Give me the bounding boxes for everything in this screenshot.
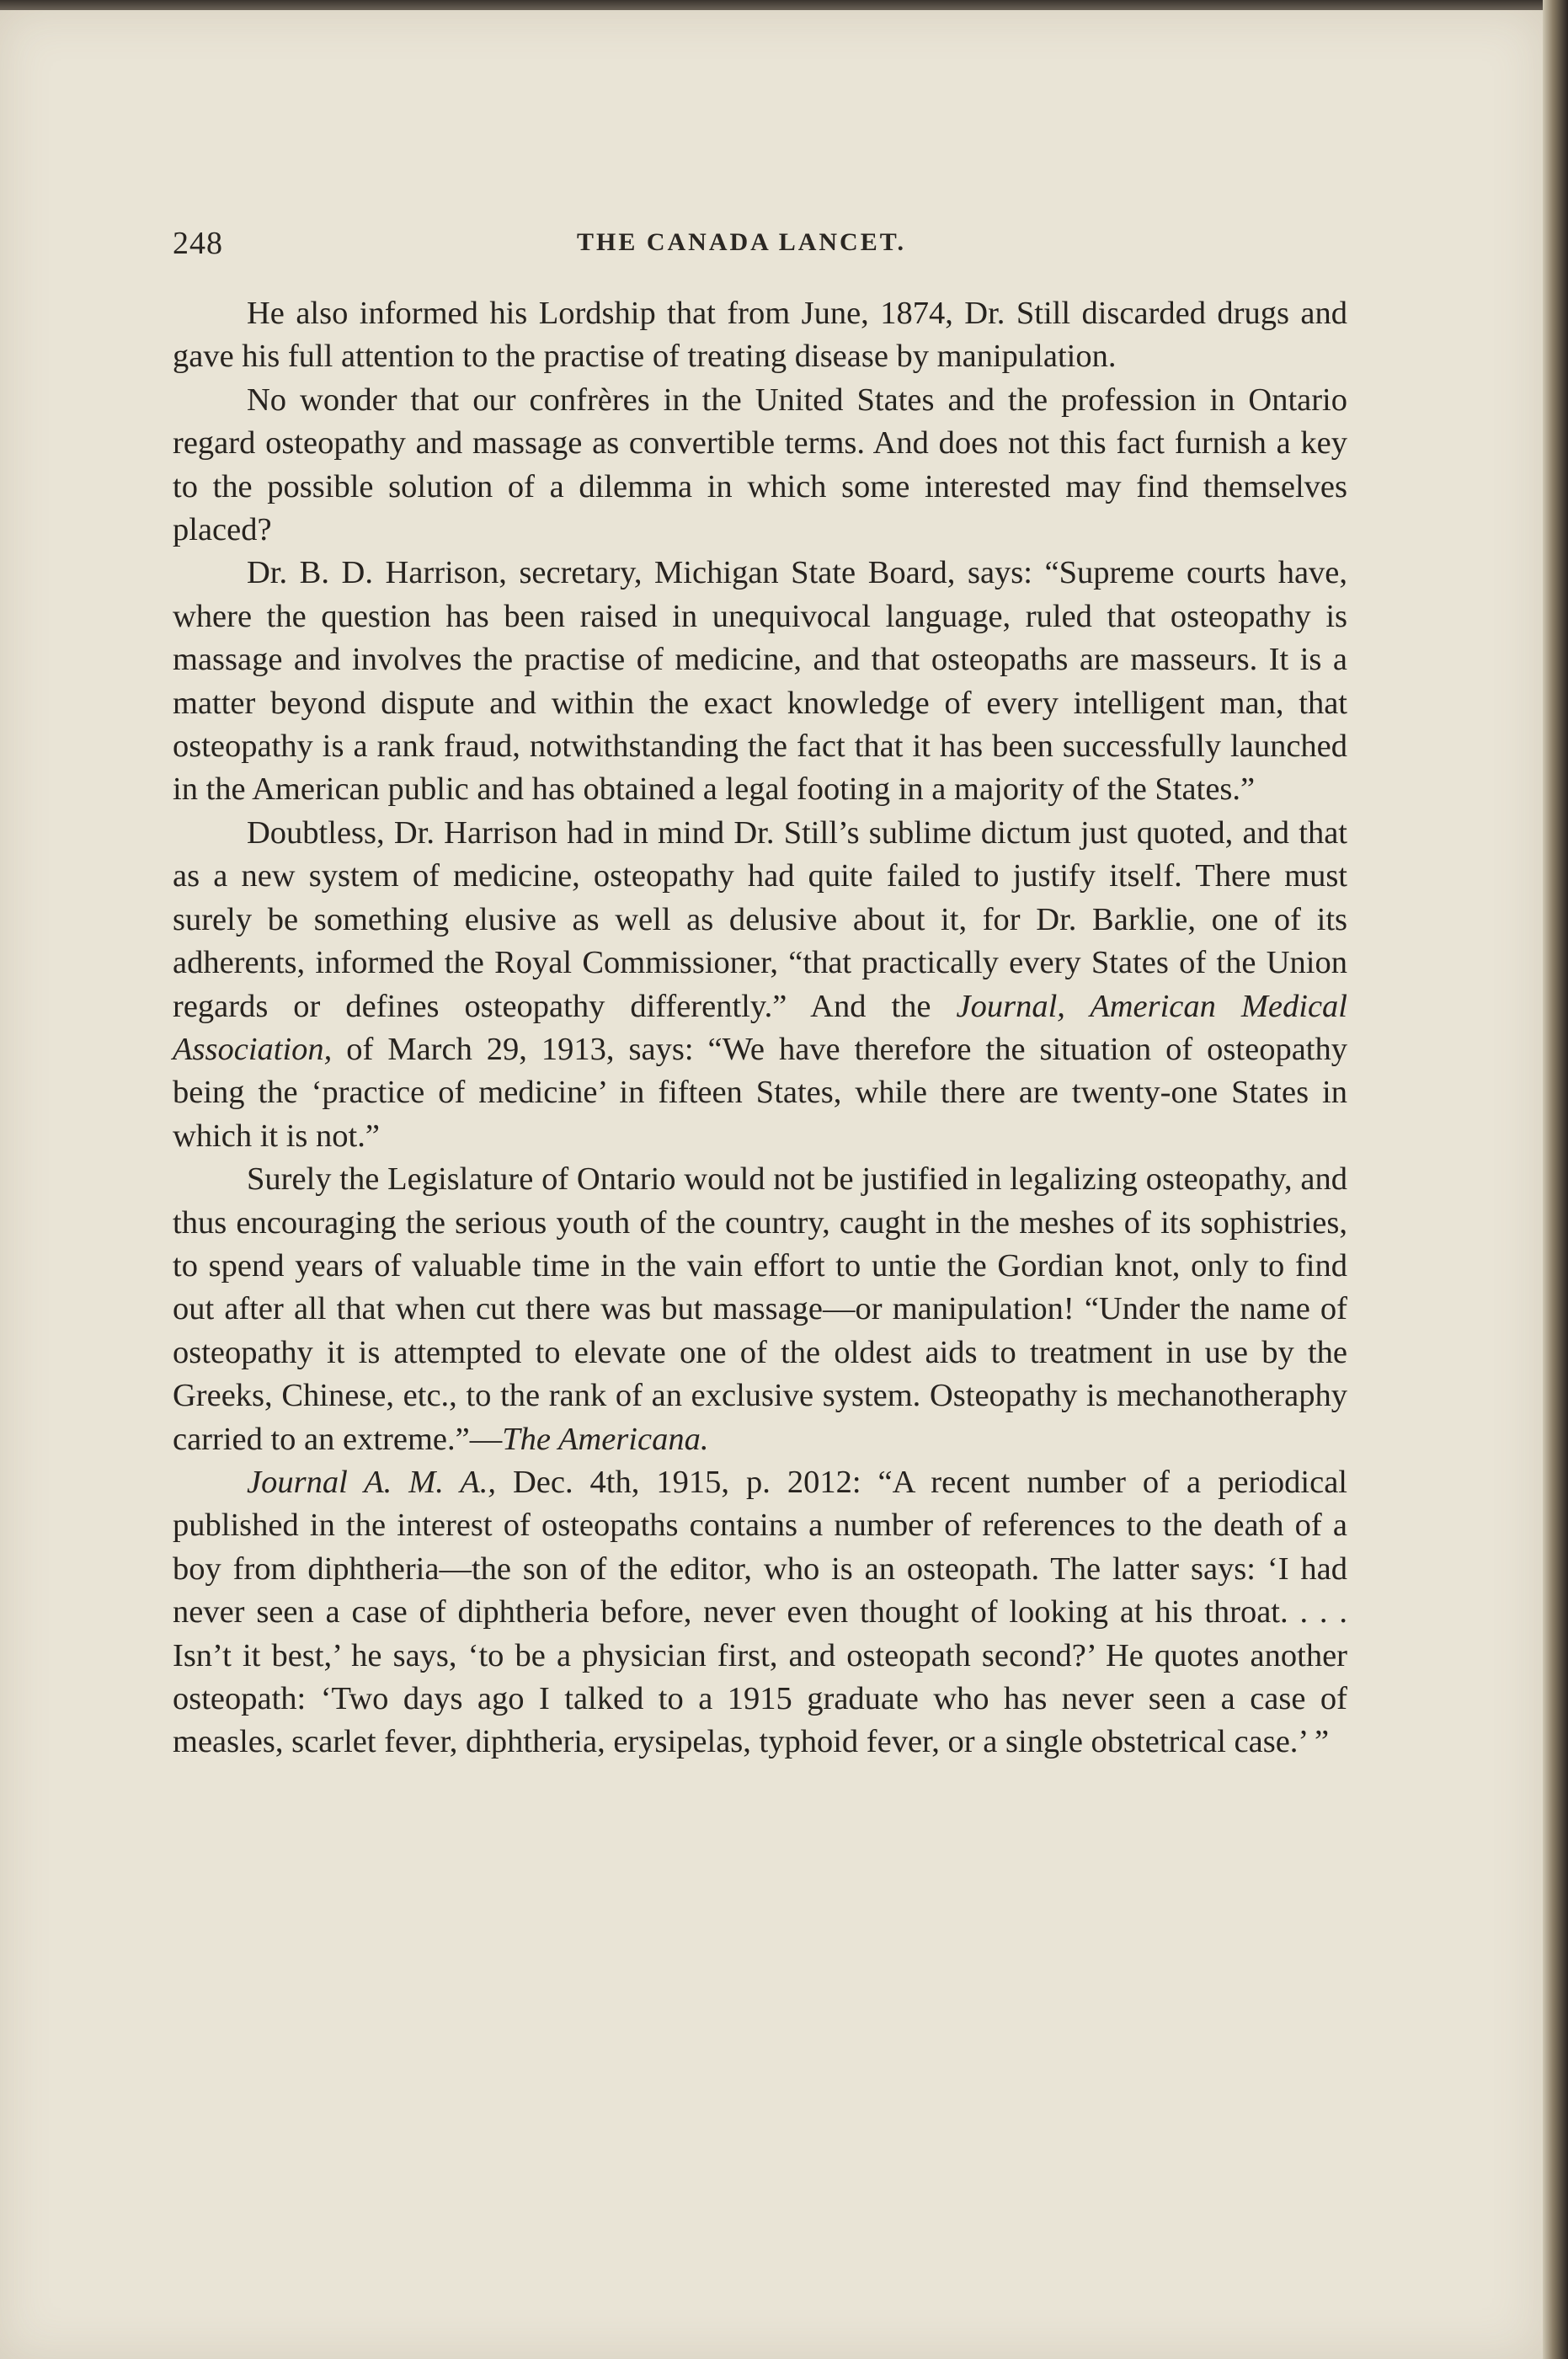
paragraph-6 xyxy=(173,1461,1347,1764)
paragraph-1: He also informed his Lordship that from June, 1874, Dr. Still discarded drugs and gave his full attention to the practise of treating disease by manipulation. xyxy=(173,296,1347,375)
paragraph-4-text-b: of March 29, 1913, says: “We have therefore the situation of osteopathy being the ‘practice of medicine’ in fifteen States, while there are twenty-one States in which it is not.” xyxy=(173,1031,1347,1154)
paragraph-4 xyxy=(173,812,1347,1158)
paragraph-5-text-a: Surely the Legislature of Ontario would not be justified in legalizing osteopathy, and thus encouraging the serious youth of the country, caught in the meshes of its sophistries, to spend years of valuable time in the vain effort to untie the Gordian knot, only to find out after all that when cut there was but massage—or manipulation! “Under the name of osteopathy it is attempted to elevate one of the oldest aids to treatment in use by the Greeks, Chinese, etc., to the rank of an exclusive system. Osteopathy is mechanotheraphy carried to an extreme.”— xyxy=(173,1161,1347,1457)
paragraph-5-italic: The Americana. xyxy=(502,1421,709,1457)
page-number: 248 xyxy=(173,226,223,261)
page-right-edge xyxy=(1543,0,1568,2359)
paragraph-4-italic: Journal, American Medical Association, xyxy=(173,988,1347,1067)
paragraph-2: No wonder that our confrères in the United States and the profession in Ontario regard osteopathy and massage as convertible terms. And does not this fact furnish a key to the possible solution of a dilemma in which some interested may find themselves placed? xyxy=(173,382,1347,548)
page-top-edge xyxy=(0,0,1568,10)
page-header xyxy=(173,225,1368,275)
body-text xyxy=(173,292,1347,1764)
paragraph-5 xyxy=(173,1158,1347,1461)
paragraph-4-text-a: Doubtless, Dr. Harrison had in mind Dr. Still’s sublime dictum just quoted, and that as a new system of medicine, osteopathy had quite failed to justify itself. There must surely be something elusive as well as delusive about it, for Dr. Barklie, one of its adherents, informed the Royal Commissioner, “that practically every States of the Union regards or defines osteopathy differently.” And the xyxy=(173,814,1347,1024)
running-head: THE CANADA LANCET. xyxy=(577,228,906,256)
book-page xyxy=(0,10,1543,2359)
paragraph-3: Dr. B. D. Harrison, secretary, Michigan State Board, says: “Supreme courts have, where the question has been raised in unequivocal language, ruled that osteopathy is massage and involves the practise of medicine, and that osteopaths are masseurs. It is a matter beyond dispute and within the exact knowledge of every intelligent man, that osteopathy is a rank fraud, notwithstanding the fact that it has been successfully launched in the American public and has obtained a legal footing in a majority of the States.” xyxy=(173,555,1347,808)
paragraph-6-text: Dec. 4th, 1915, p. 2012: “A recent number of a periodical published in the interest of osteopaths contains a number of references to the death of a boy from diphtheria—the son of the editor, who is an osteopath. The latter says: ‘I had never seen a case of diphtheria before, never even thought of looking at his throat. . . . Isn’t it best,’ he says, ‘to be a physician first, and osteopath second?’ He quotes another osteopath: ‘Two days ago I talked to a 1915 graduate who has never seen a case of measles, scarlet fever, diphtheria, erysipelas, typhoid fever, or a single obstetrical case.’ ” xyxy=(173,1464,1347,1760)
paragraph-6-italic: Journal A. M. A., xyxy=(247,1464,496,1500)
